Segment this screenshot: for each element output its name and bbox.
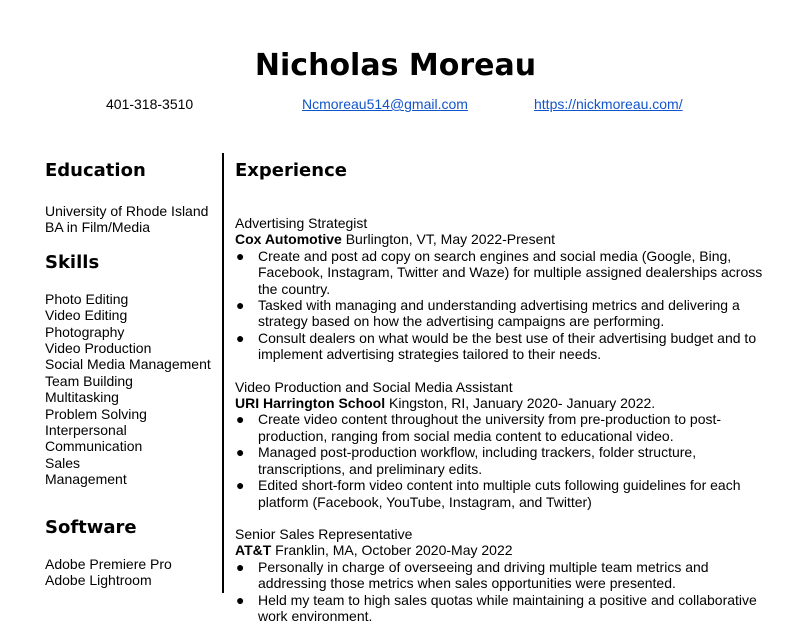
job-bullet: ● Create and post ad copy on search engines and social media (Google, Bing, Facebook, Instagram, Twitter and Waze) for multiple assigned dealerships across the country. (236, 247, 763, 297)
skill-item: Sales (45, 454, 81, 471)
job-title: Senior Sales Representative (235, 525, 413, 542)
job-bullet: ● Tasked with managing and understanding advertising metrics and delivering a strategy based on how the advertising campaigns are performing. (236, 297, 740, 330)
job-title: Video Production and Social Media Assistant (235, 378, 513, 395)
skill-item: Social Media Management (45, 356, 211, 373)
website-link[interactable]: https://nickmoreau.com/ (534, 96, 683, 112)
skills-list (45, 291, 220, 488)
degree: BA in Film/Media (45, 219, 151, 236)
job-entry (235, 526, 765, 624)
company-name: Cox Automotive (235, 231, 342, 248)
skill-item: Management (45, 471, 127, 488)
education-heading: Education (45, 160, 146, 181)
software-heading: Software (45, 516, 137, 538)
job-bullet: ● Edited short-form video content into multiple cuts following guidelines for each platform (Facebook, YouTube, Instagram, and Twitter) (236, 477, 741, 510)
job-details: Burlington, VT, May 2022-Present (341, 231, 556, 248)
bullet-icon: ● (236, 297, 245, 314)
bullet-icon: ● (236, 591, 245, 608)
job-bullet: ● Held my team to high sales quotas while maintaining a positive and collaborative work environment. (236, 591, 757, 624)
company-name: AT&T (235, 542, 272, 559)
bullet-icon: ● (236, 444, 245, 461)
job-details: Franklin, MA, October 2020-May 2022 (271, 542, 513, 559)
bullet-icon: ● (236, 329, 245, 346)
right-column (235, 160, 765, 624)
skill-item: Video Editing (45, 307, 128, 324)
bullet-icon: ● (236, 477, 245, 494)
bullet-icon: ● (236, 411, 245, 428)
skill-item: Photo Editing (45, 290, 129, 307)
job-entry (235, 215, 765, 363)
school-name: University of Rhode Island (45, 203, 209, 219)
column-divider (222, 153, 224, 593)
job-bullet: ● Create video content throughout the university from pre-production to post-production, ranging from social media content to educational video. (236, 411, 722, 444)
job-details: Kingston, RI, January 2020- January 2022. (385, 395, 656, 412)
software-item: Adobe Lightroom (45, 572, 152, 589)
skills-heading: Skills (45, 251, 100, 273)
resume-name: Nicholas Moreau (254, 48, 537, 83)
phone-number: 401-318-3510 (106, 96, 194, 112)
experience-heading: Experience (235, 160, 347, 181)
company-name: URI Harrington School (235, 395, 386, 412)
skill-item: Photography (45, 323, 125, 340)
software-item: Adobe Premiere Pro (45, 555, 172, 572)
job-bullet: ● Consult dealers on what would be the best use of their advertising budget and to implement advertising strategies tailored to their needs. (236, 329, 757, 363)
skill-item: Communication (45, 438, 143, 455)
job-entry (235, 379, 765, 510)
bullet-icon: ● (236, 558, 245, 575)
job-title: Advertising Strategist (235, 215, 368, 231)
email-link[interactable]: Ncmoreau514@gmail.com (302, 96, 468, 112)
skill-item: Multitasking (45, 389, 119, 406)
skill-item: Interpersonal (45, 422, 127, 439)
job-bullet: ● Personally in charge of overseeing and driving multiple team metrics and addressing those metrics when sales opportunities were presented. (236, 558, 709, 592)
skill-item: Problem Solving (45, 405, 147, 422)
skill-item: Video Production (45, 340, 152, 357)
bullet-icon: ● (236, 247, 245, 264)
job-bullet: ● Managed post-production workflow, including trackers, folder structure, transcriptions, and preliminary edits. (236, 444, 697, 477)
left-column (45, 160, 220, 589)
skill-item: Team Building (45, 372, 133, 389)
